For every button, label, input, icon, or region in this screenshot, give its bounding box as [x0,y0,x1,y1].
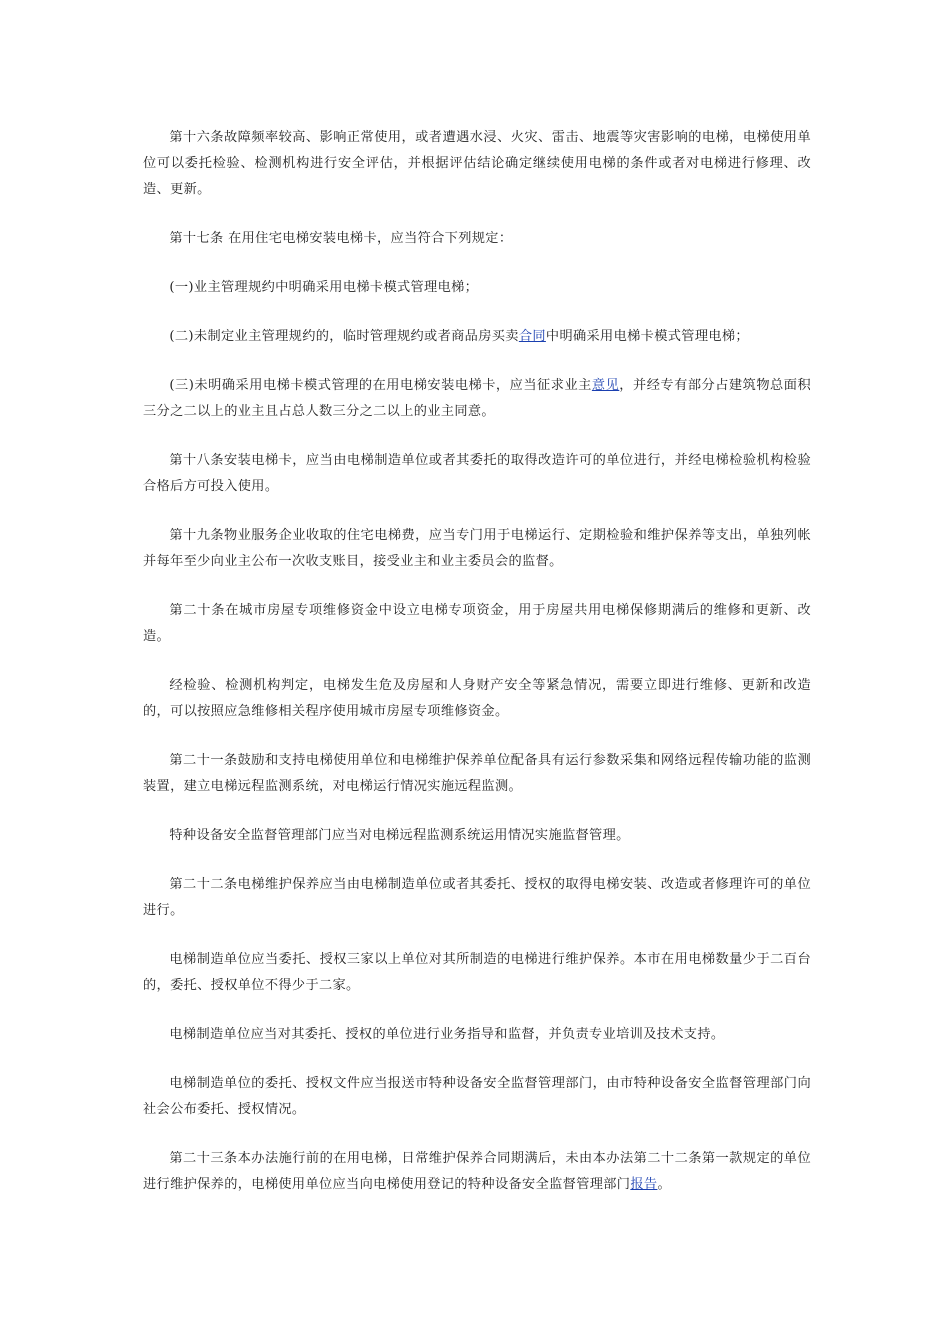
paragraph-text: 经检验、检测机构判定，电梯发生危及房屋和人身财产安全等紧急情况，需要立即进行维修、更新和改造的，可以按照应急维修相关程序使用城市房屋专项维修资金。 [143,678,811,719]
inline-link[interactable]: 报告 [630,1177,658,1192]
paragraph-text: 特种设备安全监督管理部门应当对电梯远程监测系统运用情况实施监督管理。 [169,828,630,843]
paragraph-text: 第二十一条鼓励和支持电梯使用单位和电梯维护保养单位配备具有运行参数采集和网络远程传输功能的监测装置，建立电梯远程监测系统，对电梯运行情况实施远程监测。 [143,753,811,794]
article-paragraph [143,1146,811,1198]
article-paragraph [143,872,811,924]
article-paragraph [143,598,811,650]
paragraph-text: (一)业主管理规约中明确采用电梯卡模式管理电梯； [169,280,479,295]
paragraph-text: 。 [657,1177,671,1192]
paragraph-text: 电梯制造单位的委托、授权文件应当报送市特种设备安全监督管理部门，由市特种设备安全监督管理部门向社会公布委托、授权情况。 [143,1076,811,1117]
paragraph-text: 第十九条物业服务企业收取的住宅电梯费，应当专门用于电梯运行、定期检验和维护保养等支出，单独列帐并每年至少向业主公布一次收支账目，接受业主和业主委员会的监督。 [143,528,811,569]
article-paragraph [143,275,811,301]
article-paragraph [143,1022,811,1048]
article-paragraph [143,823,811,849]
article-paragraph [143,373,811,425]
article-paragraph [143,1071,811,1123]
article-paragraph [143,226,811,252]
paragraph-text: 第二十条在城市房屋专项维修资金中设立电梯专项资金，用于房屋共用电梯保修期满后的维修和更新、改造。 [143,603,811,644]
paragraph-text: 中明确采用电梯卡模式管理电梯； [545,329,749,344]
article-paragraph [143,748,811,800]
paragraph-text: ，并经专有部分占建筑物总面积三分之二以上的业主且占总人数三分之二以上的业主同意。 [143,378,811,419]
paragraph-text: 第二十三条本办法施行前的在用电梯，日常维护保养合同期满后，未由本办法第二十二条第一款规定的单位进行维护保养的，电梯使用单位应当向电梯使用登记的特种设备安全监督管理部门 [143,1151,811,1192]
inline-link[interactable]: 意见 [591,378,620,393]
article-paragraph [143,523,811,575]
paragraph-text: 第十六条故障频率较高、影响正常使用，或者遭遇水浸、火灾、雷击、地震等灾害影响的电梯，电梯使用单位可以委托检验、检测机构进行安全评估，并根据评估结论确定继续使用电梯的条件或者对电梯进行修理、改造、更新。 [143,130,811,197]
article-paragraph [143,324,811,350]
paragraph-text: 第二十二条电梯维护保养应当由电梯制造单位或者其委托、授权的取得电梯安装、改造或者修理许可的单位进行。 [143,877,811,918]
paragraph-text: 电梯制造单位应当委托、授权三家以上单位对其所制造的电梯进行维护保养。本市在用电梯数量少于二百台的，委托、授权单位不得少于二家。 [143,952,811,993]
article-paragraph [143,673,811,725]
article-paragraph [143,947,811,999]
paragraph-text: (三)未明确采用电梯卡模式管理的在用电梯安装电梯卡，应当征求业主 [169,378,592,393]
paragraph-text: 电梯制造单位应当对其委托、授权的单位进行业务指导和监督，并负责专业培训及技术支持。 [169,1027,725,1042]
inline-link[interactable]: 合同 [518,329,546,344]
paragraph-text: 第十八条安装电梯卡，应当由电梯制造单位或者其委托的取得改造许可的单位进行，并经电梯检验机构检验合格后方可投入使用。 [143,453,811,494]
paragraph-text: 第十七条 在用住宅电梯安装电梯卡，应当符合下列规定： [169,231,513,246]
article-paragraph [143,125,811,203]
article-paragraph [143,448,811,500]
paragraph-text: (二)未制定业主管理规约的，临时管理规约或者商品房买卖 [169,329,519,344]
document-body [143,125,811,1221]
